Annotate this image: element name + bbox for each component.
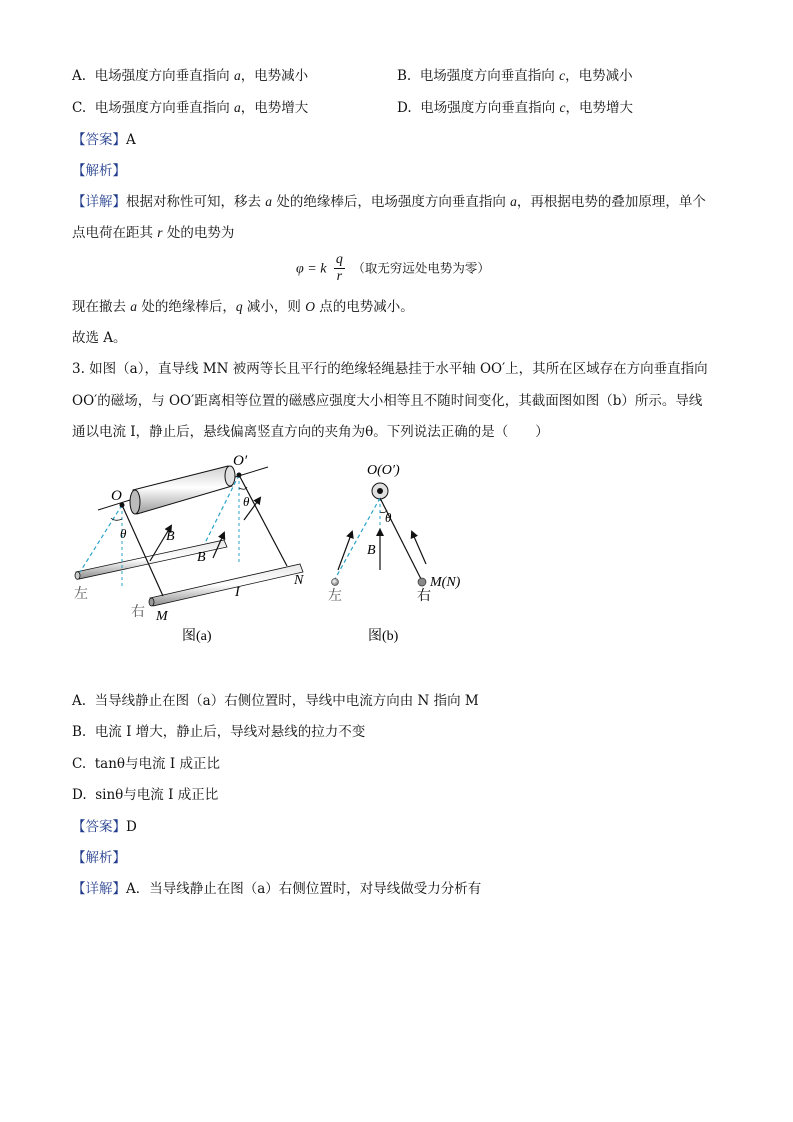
q3-option-b: B. 电流 I 增大，静止后，导线对悬线的拉力不变: [72, 724, 366, 740]
b-left-string: [335, 498, 380, 579]
q3-analysis: 【解析】: [72, 850, 126, 866]
q3-answer: 【答案】D: [72, 819, 137, 835]
b-label-b: B: [367, 543, 376, 558]
label-o-prime: O′: [233, 453, 248, 469]
q3-stem-line-1: 3. 如图（a），直导线 MN 被两等长且平行的绝缘轻绳悬挂于水平轴 OO′上，其所在区域存在方向垂直指向: [72, 361, 708, 377]
caption-a: 图(a): [182, 629, 212, 644]
label-right-a: 右: [131, 605, 145, 620]
q2-detail-line-3: 现在撤去 a 处的绝缘棒后，q 减小，则 O 点的电势减小。: [72, 299, 414, 315]
b-field-arrow-right: [412, 532, 426, 564]
label-oo-prime: O(O′): [367, 463, 400, 478]
formula-fraction: $\frac{q}{r}$: [335, 252, 343, 284]
option-a-prev: A. 电场强度方向垂直指向 a，电势减小: [72, 68, 309, 84]
label-theta-1: θ: [120, 526, 127, 541]
q3-stem-line-2: OO′的磁场，与 OO′距离相等位置的磁感应强度大小相等且不随时间变化，其截面图如图（b）所示。导线: [72, 393, 703, 409]
b-label-left: 左: [328, 589, 342, 604]
q2-detail-line-1: 【详解】根据对称性可知，移去 a 处的绝缘棒后，电场强度方向垂直指向 a，再根据电势的叠加原理，单个: [72, 194, 706, 210]
q3-option-d: D. sinθ与电流 I 成正比: [72, 787, 219, 803]
q3-option-c: C. tanθ与电流 I 成正比: [72, 756, 220, 772]
label-i: I: [235, 585, 240, 600]
label-b-1: B: [166, 529, 175, 544]
q3-option-a: A. 当导线静止在图（a）右侧位置时，导线中电流方向由 N 指向 M: [72, 693, 479, 709]
axis-center: [377, 488, 383, 494]
q2-analysis: 【解析】: [72, 163, 126, 179]
option-d-prev: D. 电场强度方向垂直指向 c，电势增大: [397, 100, 634, 116]
pivot-o-prime: [237, 473, 242, 478]
q2-detail-line-2: 点电荷在距其 r 处的电势为: [72, 225, 235, 241]
q3-detail: 【详解】A．当导线静止在图（a）右侧位置时，对导线做受力分析有: [72, 881, 482, 897]
option-c-prev: C. 电场强度方向垂直指向 a，电势增大: [72, 100, 309, 116]
b-label-right: 右: [417, 589, 431, 604]
rod-mn: [149, 564, 303, 606]
b-field-arrow-left: [338, 532, 352, 570]
left-string-1: [80, 505, 122, 572]
label-m: M: [156, 609, 168, 624]
cylinder-axis: [130, 466, 235, 514]
label-left-a: 左: [74, 587, 88, 602]
b-left-wire: [332, 579, 339, 586]
label-o: O: [111, 488, 122, 504]
label-n: N: [294, 573, 304, 588]
figure-b: [328, 463, 461, 644]
b-label-mn: M(N): [430, 575, 461, 590]
figure-a: [74, 453, 304, 644]
b-right-wire: [418, 578, 426, 586]
q2-conclusion: 故选 A。: [72, 330, 127, 346]
q3-stem-line-3: 通以电流 I，静止后，悬线偏离竖直方向的夹角为θ。下列说法正确的是（ ）: [72, 424, 549, 440]
label-theta-2: θ: [243, 494, 250, 509]
option-b-prev: B. 电场强度方向垂直指向 c，电势减小: [397, 68, 633, 84]
q2-answer: 【答案】A: [72, 132, 136, 148]
potential-formula: φ = k $\frac{q}{r}$ （取无穷远处电势为零）: [296, 252, 490, 284]
label-b-2: B: [197, 550, 206, 565]
q3-figures: [0, 448, 793, 668]
b-label-theta: θ: [385, 510, 392, 525]
caption-b: 图(b): [368, 629, 399, 644]
